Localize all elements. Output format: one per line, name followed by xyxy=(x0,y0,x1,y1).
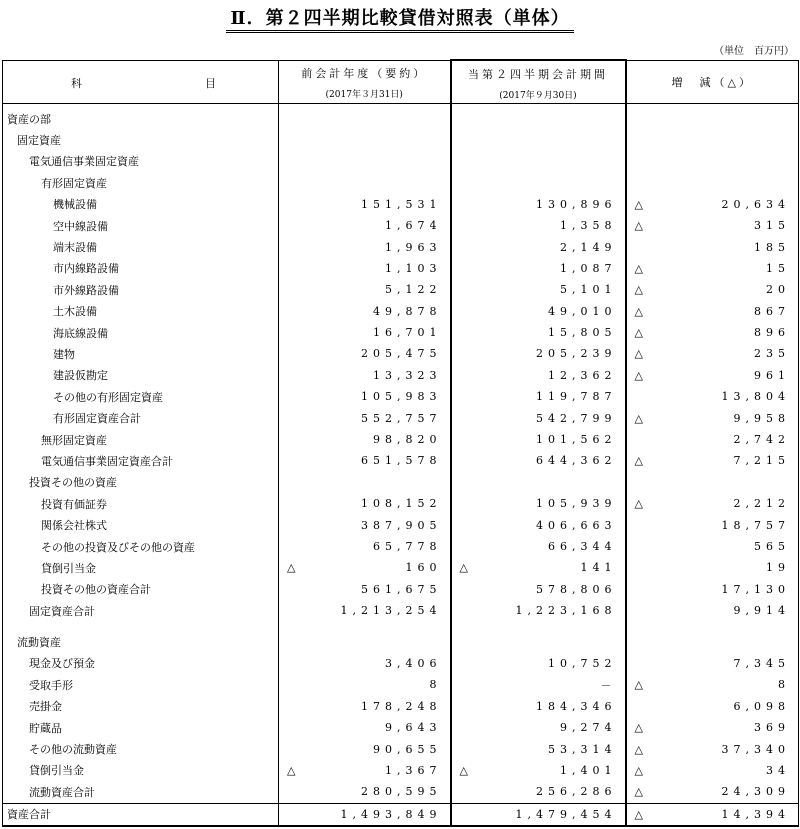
table-row xyxy=(3,172,799,193)
curr-amount xyxy=(451,386,626,407)
table-row xyxy=(3,781,799,803)
row-label: 資産合計 xyxy=(3,803,279,826)
row-label: 土木設備 xyxy=(3,301,279,322)
prev-amount xyxy=(279,674,451,695)
curr-amount xyxy=(451,696,626,717)
diff-amount-value: 565 xyxy=(754,540,790,553)
curr-amount-value: 12,362 xyxy=(548,368,617,382)
negative-mark: △ xyxy=(634,304,643,318)
table-row xyxy=(3,215,799,236)
row-label: 受取手形 xyxy=(3,674,279,695)
prev-amount-value: 5,122 xyxy=(385,283,442,297)
header-prev-period: 前会計年度（要約） (2017年３月31日) xyxy=(279,60,451,104)
table-row xyxy=(3,258,799,279)
table-row xyxy=(3,129,799,150)
row-label: 現金及び預金 xyxy=(3,653,279,674)
prev-amount-value: 1,103 xyxy=(385,261,442,275)
prev-amount xyxy=(279,258,451,279)
negative-mark: △ xyxy=(634,261,643,275)
prev-amount-value: 3,406 xyxy=(385,656,442,670)
prev-amount xyxy=(279,781,451,803)
prev-amount-value: 49,878 xyxy=(373,304,442,318)
row-label: 建設仮勘定 xyxy=(3,365,279,386)
curr-amount-value: 1,479,454 xyxy=(515,807,617,821)
prev-amount-value: 90,655 xyxy=(373,742,442,756)
row-label: 固定資産合計 xyxy=(3,600,279,621)
curr-amount-value: 256,286 xyxy=(536,785,617,799)
curr-amount xyxy=(451,151,626,172)
table-row xyxy=(3,472,799,493)
diff-amount xyxy=(626,472,799,493)
curr-amount-value: 1,401 xyxy=(560,763,617,777)
negative-mark: △ xyxy=(634,283,643,297)
diff-amount xyxy=(626,104,799,130)
prev-amount-value: 108,152 xyxy=(361,497,442,511)
negative-mark: △ xyxy=(459,561,468,575)
diff-amount-value: 7,215 xyxy=(733,454,790,468)
curr-amount xyxy=(451,365,626,386)
row-label: その他の有形固定資産 xyxy=(3,386,279,407)
prev-amount-value: 1,367 xyxy=(385,763,442,777)
row-label: 無形固定資産 xyxy=(3,429,279,450)
curr-amount-value: 101,562 xyxy=(536,433,617,447)
prev-amount xyxy=(279,236,451,257)
table-row xyxy=(3,104,799,130)
negative-mark: △ xyxy=(634,678,643,692)
negative-mark: △ xyxy=(634,807,643,821)
prev-amount xyxy=(279,429,451,450)
curr-amount xyxy=(451,536,626,557)
negative-mark: △ xyxy=(634,197,643,211)
diff-amount-value: 9,914 xyxy=(733,604,790,618)
curr-amount xyxy=(451,653,626,674)
negative-mark: △ xyxy=(634,326,643,340)
table-row xyxy=(3,536,799,557)
curr-amount xyxy=(451,803,626,826)
diff-amount-value: 235 xyxy=(754,347,790,361)
table-row xyxy=(3,194,799,215)
curr-amount xyxy=(451,301,626,322)
curr-amount xyxy=(451,322,626,343)
curr-amount-value: 9,274 xyxy=(560,721,617,735)
row-label: 貯蔵品 xyxy=(3,717,279,738)
prev-amount xyxy=(279,493,451,514)
curr-amount xyxy=(451,631,626,652)
curr-amount xyxy=(451,236,626,257)
curr-amount-value: 578,806 xyxy=(536,582,617,596)
negative-mark: △ xyxy=(634,454,643,468)
diff-amount xyxy=(626,674,799,695)
table-row xyxy=(3,738,799,759)
diff-amount xyxy=(626,557,799,578)
negative-mark: △ xyxy=(634,721,643,735)
prev-amount-value: 160 xyxy=(405,561,442,575)
prev-amount xyxy=(279,472,451,493)
diff-amount xyxy=(626,600,799,621)
row-label: 投資その他の資産 xyxy=(3,472,279,493)
curr-amount xyxy=(451,493,626,514)
table-row xyxy=(3,365,799,386)
diff-amount-value: 24,309 xyxy=(721,785,790,799)
curr-amount-value: 10,752 xyxy=(548,656,617,670)
prev-amount xyxy=(279,301,451,322)
curr-amount-value: 1,358 xyxy=(560,219,617,233)
negative-mark: △ xyxy=(634,411,643,425)
diff-amount xyxy=(626,536,799,557)
prev-amount-value: 9,643 xyxy=(385,721,442,735)
row-label: 空中線設備 xyxy=(3,215,279,236)
prev-amount-value: 1,493,849 xyxy=(340,807,442,821)
diff-amount xyxy=(626,450,799,471)
curr-amount-value: － xyxy=(600,678,617,692)
table-row xyxy=(3,696,799,717)
table-row xyxy=(3,557,799,578)
diff-amount xyxy=(626,717,799,738)
curr-amount xyxy=(451,738,626,759)
prev-amount-value: 16,701 xyxy=(373,326,442,340)
table-row xyxy=(3,760,799,781)
curr-amount-value: 542,799 xyxy=(536,411,617,425)
table-row xyxy=(3,429,799,450)
diff-amount xyxy=(626,386,799,407)
balance-sheet-table xyxy=(2,59,799,827)
diff-amount xyxy=(626,738,799,759)
total-row xyxy=(3,803,799,826)
row-label: 資産の部 xyxy=(3,104,279,130)
negative-mark: △ xyxy=(459,763,468,777)
prev-amount xyxy=(279,600,451,621)
diff-amount-value: 20,634 xyxy=(721,197,790,211)
diff-amount xyxy=(626,343,799,364)
curr-amount xyxy=(451,279,626,300)
diff-amount xyxy=(626,301,799,322)
diff-amount-value: 9,958 xyxy=(733,411,790,425)
header-difference: 増 減（△） xyxy=(626,60,799,104)
table-row xyxy=(3,450,799,471)
row-label: 電気通信事業固定資産合計 xyxy=(3,450,279,471)
prev-amount-value: 8 xyxy=(429,678,442,692)
curr-amount xyxy=(451,129,626,150)
curr-amount xyxy=(451,407,626,428)
row-label: 建物 xyxy=(3,343,279,364)
diff-amount xyxy=(626,258,799,279)
row-label: 有形固定資産合計 xyxy=(3,407,279,428)
row-label: 機械設備 xyxy=(3,194,279,215)
header-subject: 科 目 xyxy=(3,60,279,104)
prev-amount-value: 1,674 xyxy=(385,219,442,233)
row-label: 流動資産 xyxy=(3,631,279,652)
diff-amount xyxy=(626,579,799,600)
curr-amount-value: 205,239 xyxy=(536,347,617,361)
diff-amount xyxy=(626,781,799,803)
table-row xyxy=(3,717,799,738)
prev-amount xyxy=(279,738,451,759)
diff-amount-value: 37,340 xyxy=(721,742,790,756)
row-label: その他の流動資産 xyxy=(3,738,279,759)
prev-amount-value: 65,778 xyxy=(373,540,442,553)
diff-amount xyxy=(626,653,799,674)
curr-amount xyxy=(451,760,626,781)
diff-amount xyxy=(626,322,799,343)
row-label: 固定資産 xyxy=(3,129,279,150)
diff-amount xyxy=(626,279,799,300)
prev-amount xyxy=(279,343,451,364)
prev-amount xyxy=(279,194,451,215)
row-label: 有形固定資産 xyxy=(3,172,279,193)
curr-amount-value: 15,805 xyxy=(548,326,617,340)
negative-mark: △ xyxy=(634,368,643,382)
curr-amount-value: 2,149 xyxy=(560,240,617,254)
negative-mark: △ xyxy=(634,742,643,756)
negative-mark: △ xyxy=(634,347,643,361)
curr-amount xyxy=(451,557,626,578)
diff-amount-value: 369 xyxy=(754,721,790,735)
diff-amount-value: 7,345 xyxy=(733,656,790,670)
curr-amount-value: 119,787 xyxy=(536,390,617,404)
diff-amount xyxy=(626,236,799,257)
curr-amount xyxy=(451,104,626,130)
diff-amount xyxy=(626,760,799,781)
prev-amount-value: 552,757 xyxy=(361,411,442,425)
table-row xyxy=(3,301,799,322)
diff-amount-value: 2,742 xyxy=(733,433,790,447)
curr-amount-value: 66,344 xyxy=(548,540,617,553)
curr-amount-value: 406,663 xyxy=(536,518,617,532)
diff-amount xyxy=(626,151,799,172)
prev-amount xyxy=(279,514,451,535)
curr-amount-value: 49,010 xyxy=(548,304,617,318)
negative-mark: △ xyxy=(634,785,643,799)
diff-amount xyxy=(626,514,799,535)
diff-amount-value: 315 xyxy=(754,219,790,233)
curr-amount xyxy=(451,717,626,738)
negative-mark: △ xyxy=(287,561,296,575)
prev-amount xyxy=(279,579,451,600)
prev-amount xyxy=(279,104,451,130)
diff-amount-value: 19 xyxy=(766,561,790,575)
spacer-row xyxy=(3,621,799,631)
prev-amount-value: 151,531 xyxy=(361,197,442,211)
row-label: 端末設備 xyxy=(3,236,279,257)
prev-amount-value: 205,475 xyxy=(361,347,442,361)
curr-amount-value: 644,362 xyxy=(536,454,617,468)
curr-amount xyxy=(451,258,626,279)
curr-amount-value: 184,346 xyxy=(536,699,617,713)
prev-amount-value: 178,248 xyxy=(361,699,442,713)
table-row xyxy=(3,579,799,600)
diff-amount xyxy=(626,631,799,652)
curr-amount-value: 1,223,168 xyxy=(515,604,617,618)
prev-amount xyxy=(279,279,451,300)
curr-amount xyxy=(451,429,626,450)
table-row xyxy=(3,631,799,652)
table-row xyxy=(3,653,799,674)
diff-amount xyxy=(626,365,799,386)
diff-amount xyxy=(626,429,799,450)
prev-amount-value: 280,595 xyxy=(361,785,442,799)
diff-amount-value: 896 xyxy=(754,326,790,340)
prev-amount xyxy=(279,536,451,557)
prev-amount-value: 105,983 xyxy=(361,390,442,404)
row-label: 海底線設備 xyxy=(3,322,279,343)
diff-amount xyxy=(626,803,799,826)
prev-amount xyxy=(279,407,451,428)
diff-amount-value: 961 xyxy=(754,368,790,382)
diff-amount xyxy=(626,172,799,193)
curr-amount xyxy=(451,472,626,493)
row-label: 流動資産合計 xyxy=(3,781,279,803)
row-label: 貸倒引当金 xyxy=(3,760,279,781)
prev-amount xyxy=(279,653,451,674)
prev-amount xyxy=(279,129,451,150)
table-row xyxy=(3,493,799,514)
prev-amount xyxy=(279,322,451,343)
curr-amount xyxy=(451,215,626,236)
diff-amount-value: 34 xyxy=(766,763,790,777)
row-label: その他の投資及びその他の資産 xyxy=(3,536,279,557)
row-label: 売掛金 xyxy=(3,696,279,717)
prev-amount-value: 98,820 xyxy=(373,433,442,447)
prev-amount xyxy=(279,803,451,826)
negative-mark: △ xyxy=(634,497,643,511)
diff-amount-value: 185 xyxy=(754,240,790,254)
prev-amount-value: 1,963 xyxy=(385,240,442,254)
diff-amount xyxy=(626,194,799,215)
row-label: 関係会社株式 xyxy=(3,514,279,535)
curr-amount xyxy=(451,514,626,535)
prev-amount xyxy=(279,365,451,386)
prev-amount xyxy=(279,696,451,717)
table-header xyxy=(3,60,799,104)
row-label: 貸倒引当金 xyxy=(3,557,279,578)
row-label: 投資その他の資産合計 xyxy=(3,579,279,600)
diff-amount-value: 867 xyxy=(754,304,790,318)
negative-mark: △ xyxy=(634,219,643,233)
prev-amount xyxy=(279,386,451,407)
diff-amount-value: 13,804 xyxy=(721,390,790,404)
prev-amount xyxy=(279,215,451,236)
row-label: 電気通信事業固定資産 xyxy=(3,151,279,172)
table-row xyxy=(3,322,799,343)
diff-amount xyxy=(626,129,799,150)
row-label: 市外線路設備 xyxy=(3,279,279,300)
table-row xyxy=(3,279,799,300)
row-label: 市内線路設備 xyxy=(3,258,279,279)
curr-amount-value: 53,314 xyxy=(548,742,617,756)
diff-amount-value: 2,212 xyxy=(733,497,790,511)
prev-amount xyxy=(279,760,451,781)
diff-amount xyxy=(626,407,799,428)
prev-amount-value: 561,675 xyxy=(361,582,442,596)
table-row xyxy=(3,407,799,428)
diff-amount-value: 17,130 xyxy=(721,582,790,596)
curr-amount xyxy=(451,172,626,193)
diff-amount xyxy=(626,696,799,717)
diff-amount-value: 15 xyxy=(766,261,790,275)
prev-amount-value: 1,213,254 xyxy=(340,604,442,618)
table-row xyxy=(3,343,799,364)
curr-amount-value: 1,087 xyxy=(560,261,617,275)
curr-amount-value: 141 xyxy=(580,561,617,575)
curr-amount xyxy=(451,600,626,621)
table-row xyxy=(3,514,799,535)
negative-mark: △ xyxy=(634,763,643,777)
row-label: 投資有価証券 xyxy=(3,493,279,514)
diff-amount-value: 6,098 xyxy=(733,699,790,713)
prev-amount xyxy=(279,557,451,578)
prev-amount xyxy=(279,172,451,193)
curr-amount xyxy=(451,674,626,695)
curr-amount xyxy=(451,194,626,215)
diff-amount-value: 20 xyxy=(766,283,790,297)
diff-amount xyxy=(626,493,799,514)
prev-amount-value: 387,905 xyxy=(361,518,442,532)
table-row xyxy=(3,151,799,172)
prev-amount-value: 13,323 xyxy=(373,368,442,382)
table-row xyxy=(3,236,799,257)
curr-amount xyxy=(451,450,626,471)
curr-amount xyxy=(451,579,626,600)
table-row xyxy=(3,600,799,621)
diff-amount-value: 18,757 xyxy=(721,518,790,532)
prev-amount xyxy=(279,151,451,172)
diff-amount-value: 14,394 xyxy=(721,807,790,821)
prev-amount xyxy=(279,631,451,652)
curr-amount-value: 130,896 xyxy=(536,197,617,211)
prev-amount xyxy=(279,450,451,471)
table-row xyxy=(3,674,799,695)
negative-mark: △ xyxy=(287,763,296,777)
prev-amount xyxy=(279,717,451,738)
unit-label: （単位 百万円） xyxy=(714,46,794,57)
diff-amount xyxy=(626,215,799,236)
table-row xyxy=(3,386,799,407)
curr-amount-value: 5,101 xyxy=(560,283,617,297)
diff-amount-value: 8 xyxy=(778,678,790,692)
report-title: Ⅱ．第２四半期比較貸借対照表（単体） xyxy=(0,4,800,30)
curr-amount-value: 105,939 xyxy=(536,497,617,511)
curr-amount xyxy=(451,781,626,803)
header-curr-period: 当第２四半期会計期間 (2017年９月30日) xyxy=(451,60,626,104)
prev-amount-value: 651,578 xyxy=(361,454,442,468)
curr-amount xyxy=(451,343,626,364)
